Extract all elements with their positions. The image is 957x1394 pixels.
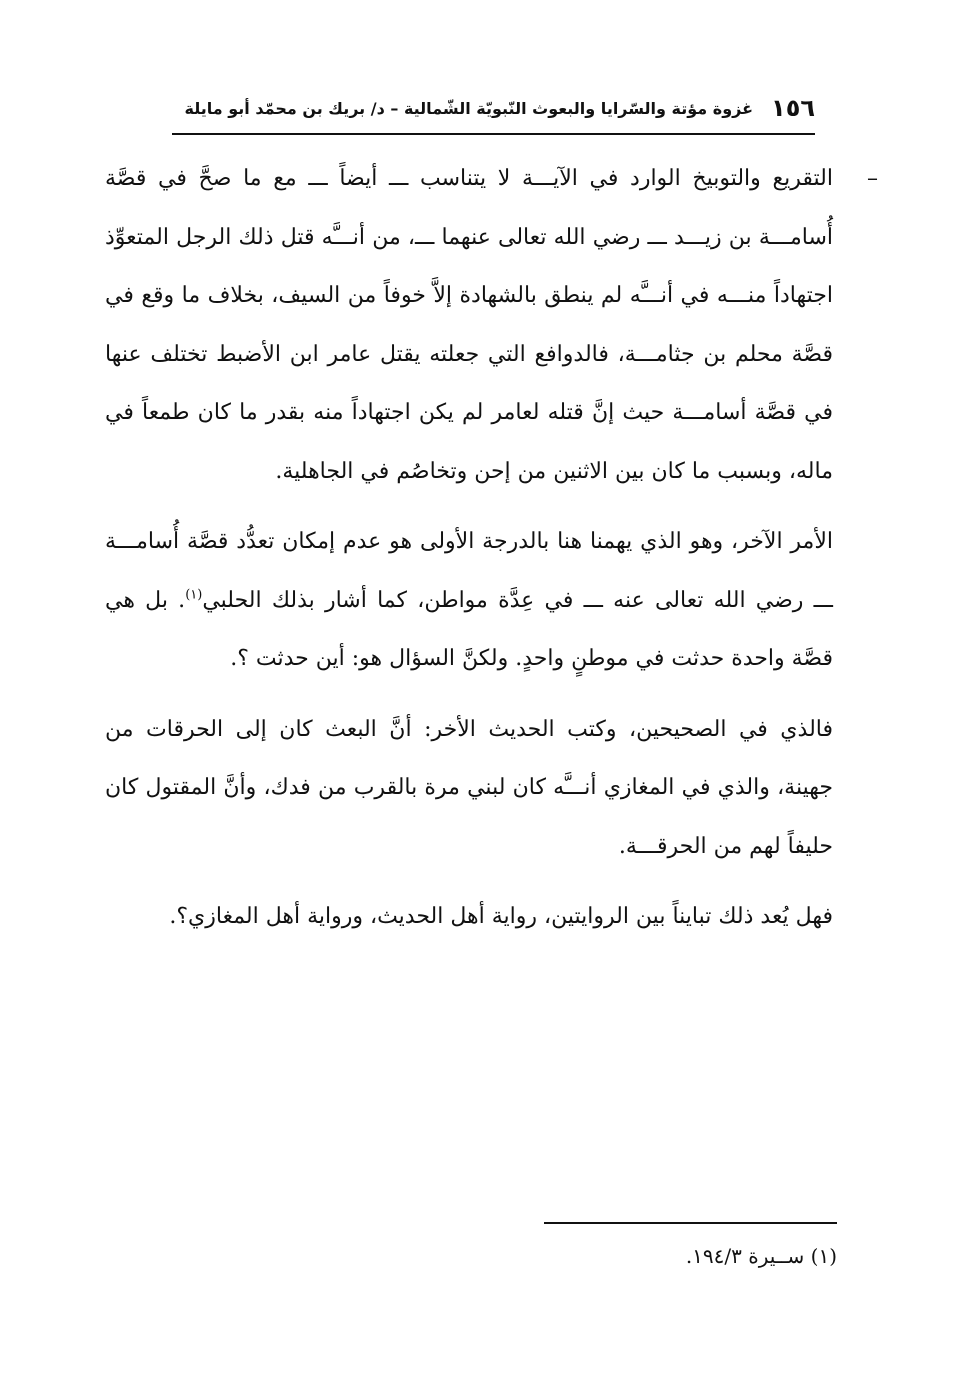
header-rule [172, 133, 815, 135]
running-head: غزوة مؤتة والسّرايا والبعوث النّبويّة الشّمالية – د/ بريك بن محمّد أبو مايلة [184, 98, 754, 118]
paragraph-3: فالذي في الصحيحين، وكتب الحديث الأخر: أنَّ البعث كان إلى الحرقات من جهينة، والذي في المغازي أنـــَّه كان لبني مرة بالقرب من فدك، وأنَّ المقتول كان حليفاً لهم من الحرقـــة. [105, 716, 833, 859]
paragraph-2-text-a: الأمر الآخر، وهو الذي يهمنا هنا بالدرجة الأولى هو عدم إمكان تعدُّد قصَّة أُسامـــة ـــ رضي الله تعالى عنه ـــ في عِدَّة مواطن، كما أشار بذلك الحلبي [105, 529, 833, 613]
main-text [105, 150, 878, 959]
page-header [172, 88, 815, 128]
paragraph-4: فهل يُعد ذلك تبايناً بين الروايتين، رواية أهل الحديث، ورواية أهل المغازي؟. [169, 904, 833, 929]
page-number: ١٥٦ [771, 94, 815, 122]
list-dash: – [867, 166, 878, 191]
footnote-reference[interactable]: (١) [185, 587, 203, 603]
footnote-rule [544, 1222, 837, 1224]
paragraph-2-text-b: . بل هي قصَّة واحدة حدثت في موطنٍ واحدٍ. ولكنَّ السؤال هو: أين حدثت ؟. [105, 587, 833, 671]
footnote: (١) ســيرة ١٩٤/٣. [685, 1244, 837, 1268]
paragraph-1-text: التقريع والتوبيخ الوارد في الآيـــة لا يتناسب ـــ أيضاً ـــ مع ما صحَّ في قصَّة أُسامـــة بن زيـــد ـــ رضي الله تعالى عنهما ـــ، من أنـــَّه قتل ذلك الرجل المتعوِّذ اجتهاداً منـــه في أنـــَّه لم ينطق بالشهادة إلاَّ خوفاً من السيف، بخلاف ما وقع في قصَّة محلم بن جثامـــة، فالدوافع التي جعلته يقتل عامر ابن الأضبط تختلف عنها في قصَّة أسامـــة حيث إنَّ قتله لعامر لم يكن اجتهاداً منه بقدر ما كان طمعاً في ماله، وبسبب ما كان بين الاثنين من إحن وتخاصُم في الجاهلية. [105, 166, 833, 484]
paragraph-2 [105, 513, 833, 689]
paragraph-1 [105, 150, 878, 501]
